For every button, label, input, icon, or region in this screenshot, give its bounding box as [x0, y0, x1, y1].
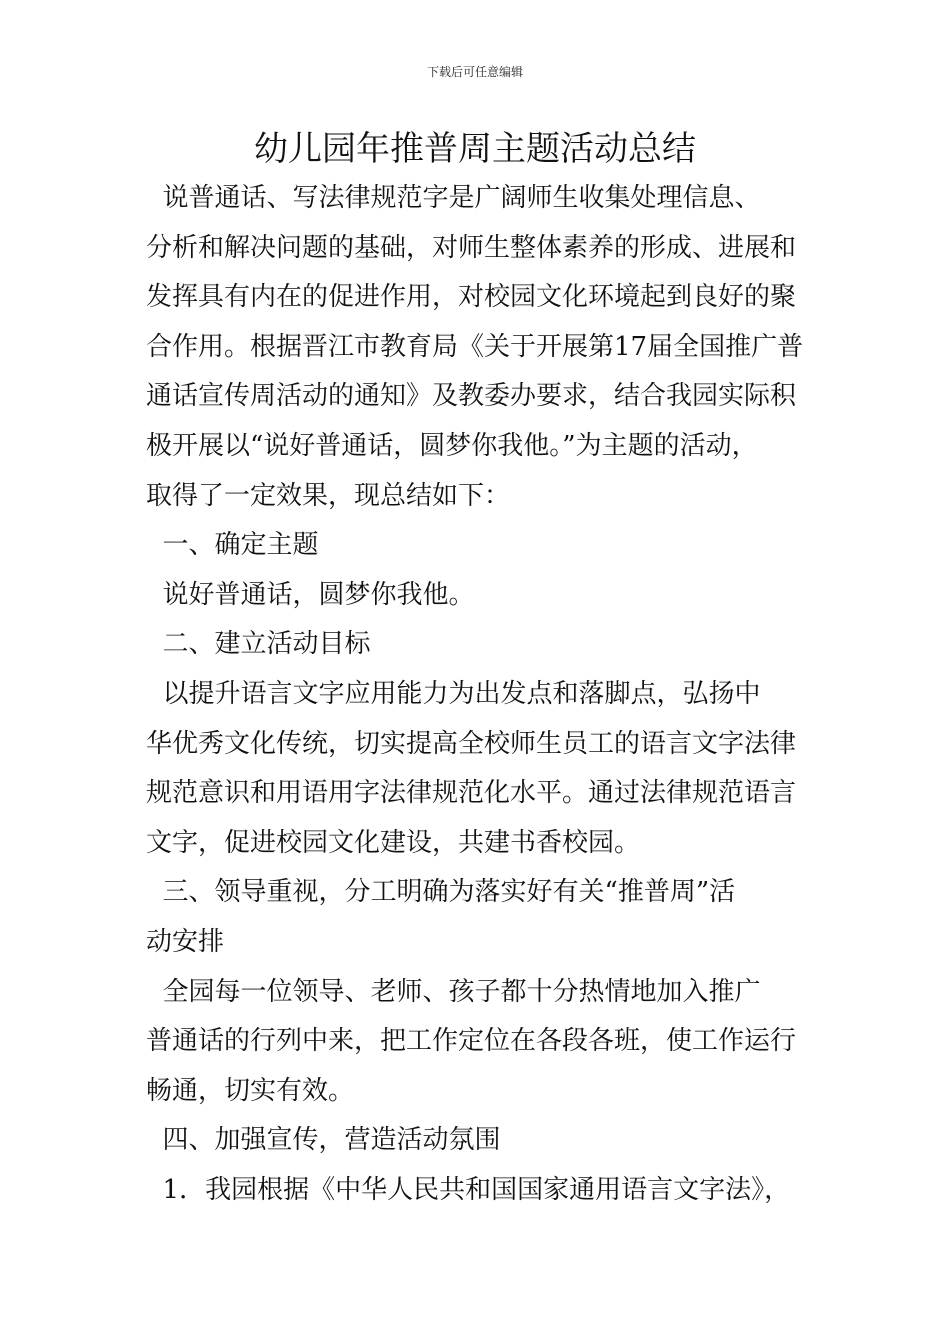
body-line: 取得了一定效果，现总结如下： [146, 480, 511, 511]
section-heading: 一、确定主题 [146, 530, 319, 561]
body-line: 文字，促进校园文化建设，共建书香校园。 [146, 827, 641, 858]
body-line: 说普通话、写法律规范字是广阔师生收集处理信息、 [146, 183, 761, 213]
body-line: 全园每一位领导、老师、孩子都十分热情地加入推广 [146, 976, 761, 1007]
section-heading: 动安排 [146, 926, 225, 957]
body-line: 1．我园根据《中华人民共和国国家通用语言文字法》， [146, 1174, 791, 1205]
body-line: 通话宣传周活动的通知》及教委办要求，结合我园实际积 [146, 381, 797, 412]
body-line: 发挥具有内在的促进作用，对校园文化环境起到良好的聚 [146, 282, 797, 313]
body-line: 极开展以“说好普通话，圆梦你我他。”为主题的活动， [146, 430, 758, 461]
body-line: 规范意识和用语用字法律规范化水平。通过法律规范语言 [146, 778, 797, 809]
body-line: 普通话的行列中来，把工作定位在各段各班，使工作运行 [146, 1026, 797, 1057]
body-line: 华优秀文化传统，切实提高全校师生员工的语言文字法律 [146, 728, 797, 759]
section-heading: 三、领导重视，分工明确为落实好有关“推普周”活 [146, 877, 736, 908]
section-heading: 二、建立活动目标 [146, 629, 371, 660]
header-note: 下载后可任意编辑 [426, 65, 523, 79]
body-line: 说好普通话，圆梦你我他。 [146, 579, 475, 610]
body-line: 以提升语言文字应用能力为出发点和落脚点，弘扬中 [146, 678, 761, 709]
body-line: 合作用。根据晋江市教育局《关于开展第17届全国推广普 [146, 331, 804, 362]
section-heading: 四、加强宣传，营造活动氛围 [146, 1125, 501, 1156]
body-line: 分析和解决问题的基础，对师生整体素养的形成、进展和 [146, 232, 797, 263]
body-line: 畅通，切实有效。 [146, 1075, 355, 1106]
document-title: 幼儿园年推普周主题活动总结 [254, 129, 696, 169]
document-body [146, 174, 816, 1215]
